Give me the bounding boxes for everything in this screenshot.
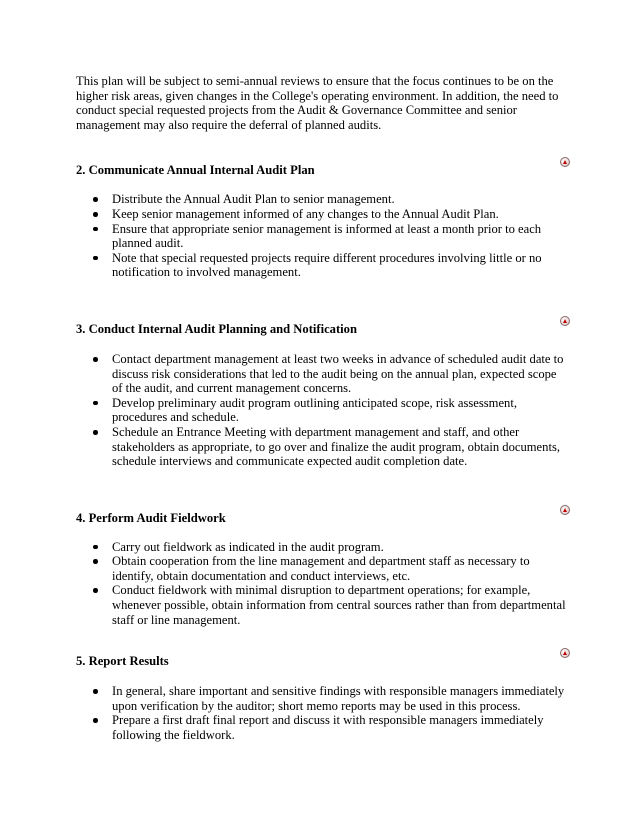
list-item: Develop preliminary audit program outlining anticipated scope, risk assessment, procedures and schedule.	[76, 396, 566, 425]
section-header	[76, 511, 566, 527]
section-communicate-plan	[76, 163, 566, 280]
section-planning-notification	[76, 322, 566, 469]
section-header	[76, 322, 566, 338]
bullet-list	[76, 192, 566, 280]
back-to-top-icon[interactable]	[560, 648, 570, 658]
list-item: Keep senior management informed of any changes to the Annual Audit Plan.	[76, 207, 566, 222]
back-to-top-icon[interactable]	[560, 157, 570, 167]
bullet-list	[76, 684, 566, 742]
document-page	[76, 74, 566, 743]
bullet-list	[76, 540, 566, 628]
list-item: Contact department management at least two weeks in advance of scheduled audit date to discuss risk considerations that led to the audit being on the annual plan, expected scope of the audit, and current management concerns.	[76, 352, 566, 396]
list-item: Conduct fieldwork with minimal disruption to department operations; for example, whenever possible, obtain information from central sources rather than from departmental staff or line management.	[76, 583, 566, 627]
list-item: Ensure that appropriate senior management is informed at least a month prior to each planned audit.	[76, 222, 566, 251]
section-header	[76, 163, 566, 179]
section-title: 5. Report Results	[76, 654, 169, 669]
list-item: Prepare a first draft final report and discuss it with responsible managers immediately following the fieldwork.	[76, 713, 566, 742]
list-item: In general, share important and sensitive findings with responsible managers immediately upon verification by the auditor; short memo reports may be used in this process.	[76, 684, 566, 713]
section-title: 2. Communicate Annual Internal Audit Plan	[76, 163, 315, 178]
list-item: Note that special requested projects require different procedures involving little or no notification to involved management.	[76, 251, 566, 280]
list-item: Carry out fieldwork as indicated in the audit program.	[76, 540, 566, 555]
section-title: 4. Perform Audit Fieldwork	[76, 510, 226, 525]
list-item: Schedule an Entrance Meeting with department management and staff, and other stakeholders as appropriate, to go over and finalize the audit program, obtain documents, schedule interviews and communicate expected audit completion date.	[76, 425, 566, 469]
list-item: Obtain cooperation from the line management and department staff as necessary to identify, obtain documentation and conduct interviews, etc.	[76, 554, 566, 583]
list-item: Distribute the Annual Audit Plan to senior management.	[76, 192, 566, 207]
back-to-top-icon[interactable]	[560, 505, 570, 515]
section-report-results	[76, 654, 566, 742]
back-to-top-icon[interactable]	[560, 316, 570, 326]
section-audit-fieldwork	[76, 511, 566, 628]
bullet-list	[76, 352, 566, 469]
intro-paragraph: This plan will be subject to semi-annual reviews to ensure that the focus continues to be on the higher risk areas, given changes in the College's operating environment. In addition, the need to conduct special requested projects from the Audit & Governance Committee and senior management may also require the deferral of planned audits.	[76, 74, 559, 132]
section-header	[76, 654, 566, 670]
section-title: 3. Conduct Internal Audit Planning and Notification	[76, 321, 357, 336]
